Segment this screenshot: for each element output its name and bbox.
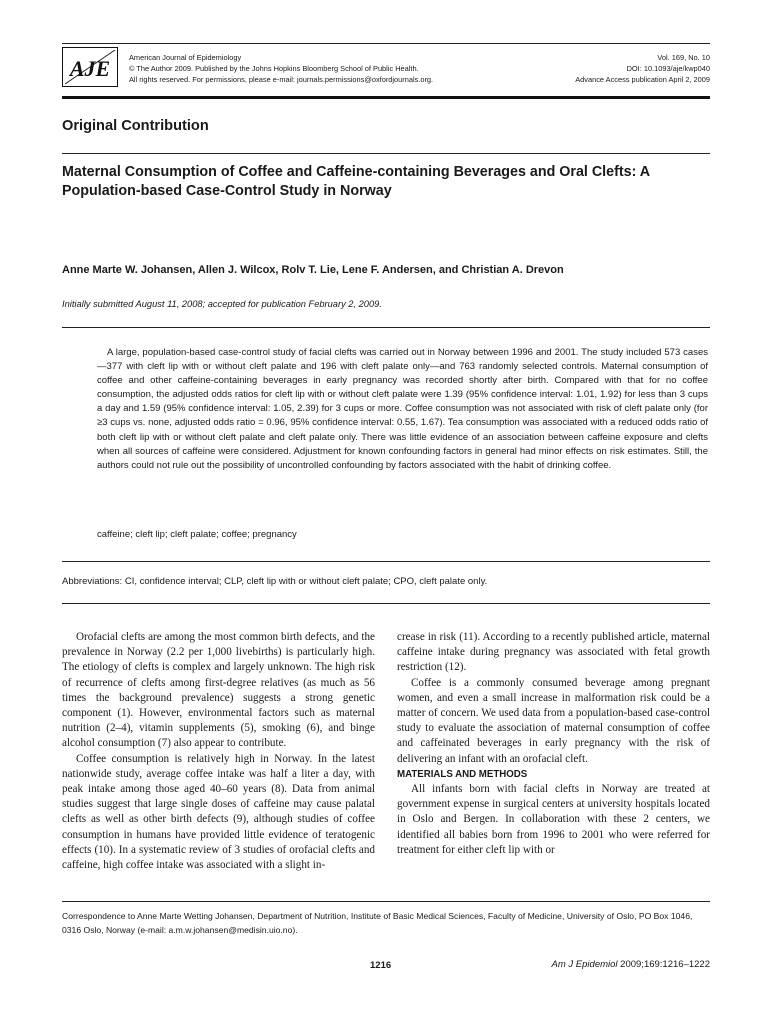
citation	[552, 959, 710, 970]
section-rule	[62, 153, 710, 154]
body-paragraph: crease in risk (11). According to a recently published article, maternal caffeine intake during pregnancy was associated with fetal growth restriction (12).	[397, 631, 710, 674]
journal-name: American Journal of Epidemiology	[129, 53, 242, 62]
copyright-line: © The Author 2009. Published by the Johns Hopkins Bloomberg School of Public Health.	[129, 64, 419, 73]
citation-journal: Am J Epidemiol	[551, 959, 618, 970]
header-bottom-rule	[62, 96, 710, 99]
body-column-left	[62, 630, 375, 873]
body-paragraph: Coffee consumption is relatively high in Norway. In the latest nationwide study, average coffee intake was half a liter a day, with peak intake among those aged 40–60 years (8). Data from animal studies suggest that large single doses of caffeine may cause palatal clefts as well as other birth defects (9), although studies of coffee consumption in humans have provided little evidence of teratogenic effects (10). In a systematic review of 3 studies of orofacial clefts and caffeine, high coffee intake was associated with a slight in-	[62, 752, 375, 872]
footnote-rule	[62, 901, 710, 902]
authors: Anne Marte W. Johansen, Allen J. Wilcox, Rolv T. Lie, Lene F. Andersen, and Christian A. Drevon	[62, 264, 564, 276]
rights-line: All rights reserved. For permissions, please e-mail: journals.permissions@oxfordjournals.org.	[129, 75, 434, 84]
abstract-text: A large, population-based case-control study of facial clefts was carried out in Norway between 1996 and 2001. The study included 573 cases—377 with cleft lip with or without cleft palate and 196 with cleft palate only—and 763 randomly selected controls. Maternal consumption of coffee and other caffeine-containing beverages in early pregnancy was recorded shortly after birth. Compared with that for no coffee consumption, the adjusted odds ratios for cleft lip with or without cleft palate were 1.39 (95% confidence interval: 1.01, 1.92) for less than 3 cups a day and 1.59 (95% confidence interval: 1.05, 2.39) for 3 cups or more. Coffee consumption was not associated with risk of cleft palate only (for ≥3 cups vs. none, adjusted odds ratio = 0.96, 95% confidence interval: 0.55, 1.67). Tea consumption was associated with a reduced odds ratio of both cleft lip with or without cleft palate and cleft palate only. There was little evidence of an association between caffeine exposure and clefts when all sources of caffeine were considered. Adjustment for known confounding factors in general had minor effects on risk estimates. Still, the authors could not rule out the possibility of uncontrolled confounding by factors associated with the habit of drinking coffee.	[97, 347, 708, 471]
methods-heading: MATERIALS AND METHODS	[397, 768, 528, 780]
issue-info	[450, 52, 710, 85]
journal-logo	[62, 47, 118, 87]
keywords: caffeine; cleft lip; cleft palate; coffee; pregnancy	[97, 529, 297, 540]
body-paragraph: Coffee is a commonly consumed beverage among pregnant women, and even a small increase in malformation risk could be a matter of concern. We used data from a population-based case-control study to evaluate the association of maternal consumption of coffee and caffeinated beverages in early pregnancy with the risk of delivering an infant with an orofacial cleft.	[397, 676, 710, 765]
volume-line: Vol. 169, No. 10	[657, 53, 710, 62]
abbreviations: Abbreviations: CI, confidence interval; CLP, cleft lip with or without cleft palate; CPO, cleft palate only.	[62, 576, 488, 587]
citation-details: 2009;169:1216–1222	[620, 959, 710, 970]
submission-dates: Initially submitted August 11, 2008; accepted for publication February 2, 2009.	[62, 299, 382, 309]
header-top-rule	[62, 43, 710, 44]
body-paragraph: All infants born with facial clefts in Norway are treated at government expense in surgical centers at university hospitals located in Oslo and Bergen. In collaboration with these 2 centers, we identified all babies born from 1996 to 2001 who were referred for treatment for either cleft lip with or	[397, 783, 710, 856]
doi-line: DOI: 10.1093/aje/kwp040	[626, 64, 710, 73]
article-title: Maternal Consumption of Coffee and Caffeine-containing Beverages and Oral Clefts: A Population-based Case-Control Study in Norway	[62, 164, 650, 199]
abstract-bottom-rule	[62, 561, 710, 562]
access-line: Advance Access publication April 2, 2009	[575, 75, 710, 84]
correspondence: Correspondence to Anne Marte Wetting Johansen, Department of Nutrition, Institute of Basic Medical Sciences, Faculty of Medicine, University of Oslo, PO Box 1046, 0316 Oslo, Norway (e-mail: a.m.w.johansen@medisin.uio.no).	[62, 911, 693, 935]
abstract	[97, 346, 708, 473]
abstract-top-rule	[62, 327, 710, 328]
page-number: 1216	[370, 960, 392, 971]
section-label: Original Contribution	[62, 118, 209, 134]
body-column-right	[397, 630, 710, 858]
body-paragraph: Orofacial clefts are among the most common birth defects, and the prevalence in Norway (2.2 per 1,000 livebirths) is particularly high. The etiology of clefts is complex and largely unknown. The high risk of recurrence of clefts among first-degree relatives (as much as 56 times the background prevalence) suggests a strong genetic component (1). However, environmental factors such as maternal nutrition (2–4), vitamin supplements (5), smoking (6), and binge alcohol consumption (7) also appear to contribute.	[62, 631, 375, 750]
abbrev-rule	[62, 603, 710, 604]
journal-logo-text: AJE	[69, 56, 111, 81]
